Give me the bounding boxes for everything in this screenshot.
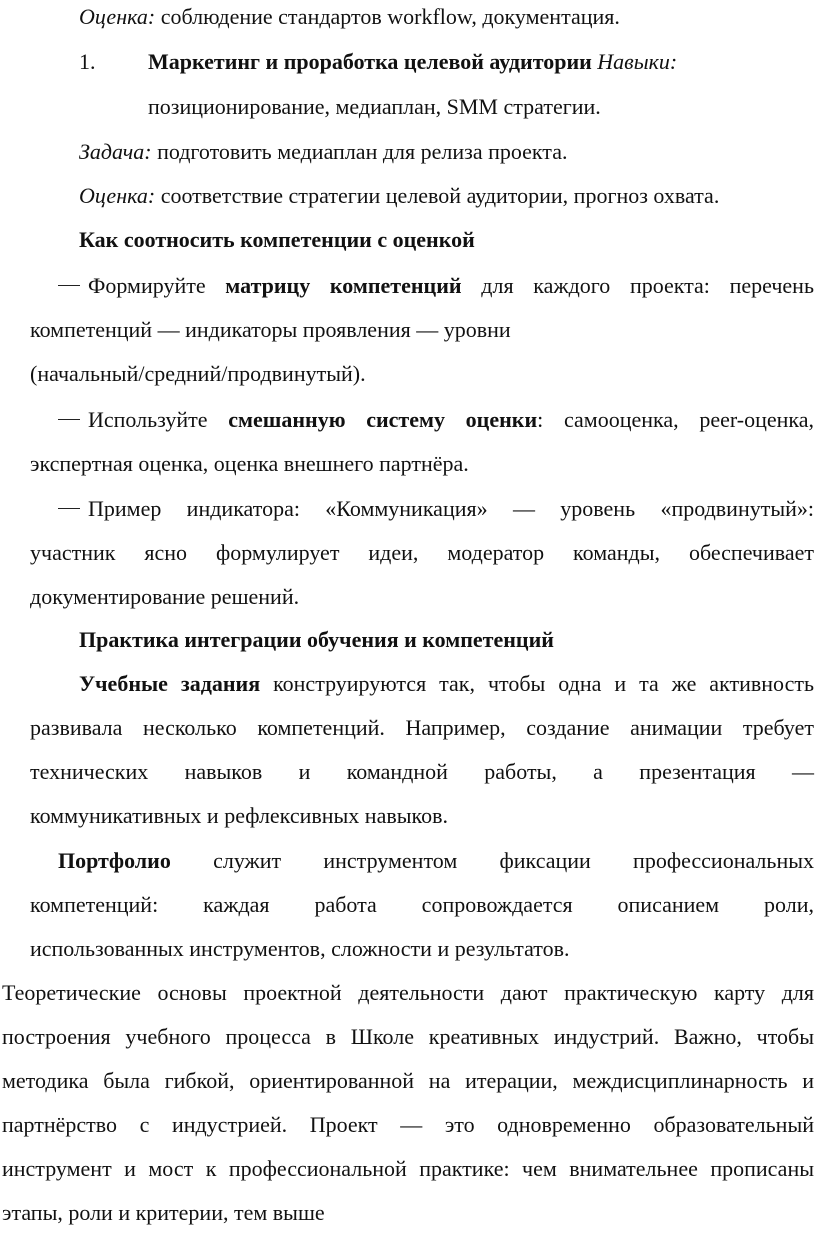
task-line [79, 137, 567, 167]
bullet-indicator-line-3: документирование решений. [30, 584, 300, 609]
conclusion-line-5: инструмент и мост к профессиональной практике: чем внимательнее прописаны [2, 1156, 814, 1181]
bullet-assessment-line-1: Используйте смешанную системy оценки: самооценка, peer-оценка, [58, 405, 814, 435]
list-item-title-line [148, 47, 677, 77]
bullet-matrix-line-3: (начальный/средний/продвинутый). [30, 361, 366, 386]
task-text: подготовить медиаплан для релиза проекта. [151, 139, 568, 164]
skills-label: Навыки: [591, 49, 678, 74]
conclusion-line-6: этапы, роли и критерии, тем выше [2, 1200, 325, 1225]
conclusion-line-2: построения учебного процесса в Школе креативных индустрий. Важно, чтобы [2, 1024, 814, 1049]
assessment-text: соответствие стратегии целевой аудитории, прогноз охвата. [155, 183, 720, 208]
conclusion-line-3: методика была гибкой, ориентированной на итерации, междисциплинарность и [2, 1068, 814, 1093]
paragraph-tasks-line-3: технических навыков и командной работы, а презентация — [30, 759, 814, 784]
assessment-line [79, 181, 719, 211]
conclusion-line-4: партнёрство с индустрией. Проект — это одновременно образовательный [2, 1112, 814, 1137]
list-item-number: 1. [79, 49, 96, 74]
list-item-marketing [79, 47, 96, 77]
bullet-matrix-line-1: Формируйте матрицу компетенций для каждого проекта: перечень [58, 271, 814, 301]
dash-bullet [58, 285, 80, 286]
bullet-assessment-line-2: экспертная оценка, оценка внешнего партнёра. [30, 451, 469, 476]
assessment-label: Оценка: [79, 183, 156, 208]
section-heading-practice: Практика интеграции обучения и компетенций [79, 627, 554, 652]
paragraph-portfolio-line-2: компетенций: каждая работа сопровождается описанием роли, [30, 892, 814, 917]
task-label: Задача: [79, 139, 152, 164]
paragraph-tasks-line-1: Учебные задания конструируются так, чтобы одна и та же активность [79, 671, 814, 696]
bullet-matrix-line-2: компетенций — индикаторы проявления — уровни [30, 317, 511, 342]
bullet-indicator-line-1: Пример индикатора: «Коммуникация» — уровень «продвинутый»: [58, 494, 814, 524]
assessment-label: Оценка: [79, 4, 156, 29]
assessment-line-previous [79, 2, 620, 32]
conclusion-line-1: Теоретические основы проектной деятельности дают практическую карту для [2, 980, 814, 1005]
paragraph-portfolio-line-1: Портфолио служит инструментом фиксации профессиональных [58, 848, 814, 873]
paragraph-portfolio-line-3: использованных инструментов, сложности и результатов. [30, 936, 570, 961]
paragraph-tasks-line-4: коммуникативных и рефлексивных навыков. [30, 803, 448, 828]
paragraph-tasks-line-2: развивала несколько компетенций. Например, создание анимации требует [30, 715, 814, 740]
assessment-text: соблюдение стандартов workflow, документация. [155, 4, 620, 29]
dash-bullet [58, 508, 80, 509]
bullet-indicator-line-2: участник ясно формулирует идеи, модератор команды, обеспечивает [30, 540, 814, 565]
skills-text: позиционирование, медиаплан, SMM стратегии. [148, 94, 601, 119]
dash-bullet [58, 419, 80, 420]
list-item-title: Маркетинг и проработка целевой аудитории [148, 49, 592, 74]
section-heading-competence: Как соотносить компетенции с оценкой [79, 227, 475, 252]
